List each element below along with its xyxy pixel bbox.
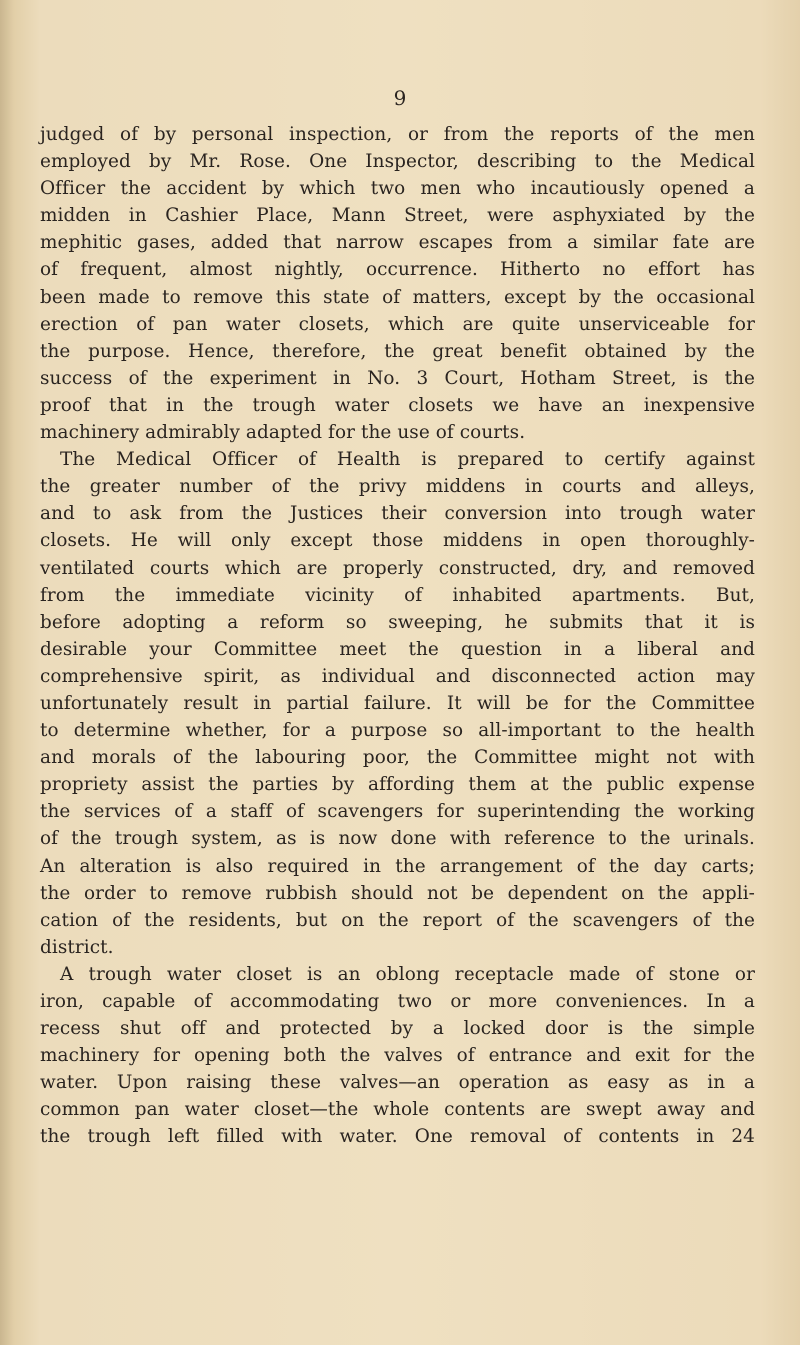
text-line: propriety assist the parties by affording them at the public expense <box>40 774 755 796</box>
text-line: the services of a staff of scavengers for superintending the working <box>40 801 755 823</box>
text-line: An alteration is also required in the arrangement of the day carts; <box>40 855 755 877</box>
text-line: from the immediate vicinity of inhabited apartments. But, <box>40 584 755 606</box>
text-line: cation of the residents, but on the report of the scavengers of the <box>40 909 755 931</box>
text-line: iron, capable of accommodating two or more conveniences. In a <box>40 991 755 1012</box>
text-line: midden in Cashier Place, Mann Street, were asphyxiated by the <box>40 205 755 227</box>
text-line: to determine whether, for a purpose so all-important to the health <box>40 720 755 742</box>
text-line: unfortunately result in partial failure. It will be for the Committee <box>40 692 755 714</box>
text-line: the purpose. Hence, therefore, the great benefit obtained by the <box>40 340 755 362</box>
text-line: comprehensive spirit, as individual and disconnected action may <box>40 665 755 687</box>
text-line: proof that in the trough water closets we have an inexpensive <box>40 394 755 416</box>
text-line: closets. He will only except those middens in open thoroughly- <box>40 530 755 552</box>
text-line: and to ask from the Justices their conversion into trough water <box>40 503 755 525</box>
text-line: success of the experiment in No. 3 Court, Hotham Street, is the <box>40 367 755 389</box>
text-line: mephitic gases, added that narrow escapes from a similar fate are <box>40 232 755 254</box>
text-line: judged of by personal inspection, or from the reports of the men <box>40 124 755 145</box>
text-line: before adopting a reform so sweeping, he submits that it is <box>40 611 755 633</box>
text-line: the trough left filled with water. One removal of contents in 24 <box>40 1126 755 1148</box>
text-line: employed by Mr. Rose. One Inspector, describing to the Medical <box>40 151 755 173</box>
text-line: Officer the accident by which two men who incautiously opened a <box>40 178 755 200</box>
text-line: ventilated courts which are properly constructed, dry, and removed <box>40 557 755 579</box>
text-line: recess shut off and protected by a locked door is the simple <box>40 1018 755 1040</box>
text-line: been made to remove this state of matters, except by the occasional <box>40 286 755 308</box>
text-line: machinery admirably adapted for the use of courts. <box>40 422 526 444</box>
page-number: 9 <box>393 86 407 110</box>
text-line: and morals of the labouring poor, the Committee might not with <box>40 747 755 769</box>
text-line: the order to remove rubbish should not be dependent on the appli- <box>40 882 755 904</box>
text-line: of frequent, almost nightly, occurrence. Hitherto no effort has <box>40 259 755 281</box>
text-line: A trough water closet is an oblong receptacle made of stone or <box>60 963 755 985</box>
text-line: machinery for opening both the valves of entrance and exit for the <box>40 1045 755 1067</box>
text-line: The Medical Officer of Health is prepared to certify against <box>60 449 755 471</box>
text-line: district. <box>40 936 114 958</box>
body-text <box>40 121 755 1151</box>
text-line: water. Upon raising these valves—an operation as easy as in a <box>40 1072 755 1094</box>
text-line: desirable your Committee meet the question in a liberal and <box>40 638 755 660</box>
text-line: the greater number of the privy middens in courts and alleys, <box>40 476 755 498</box>
text-line: common pan water closet—the whole contents are swept away and <box>40 1099 755 1121</box>
text-line: erection of pan water closets, which are quite unserviceable for <box>40 313 755 335</box>
text-line: of the trough system, as is now done with reference to the urinals. <box>40 828 755 850</box>
